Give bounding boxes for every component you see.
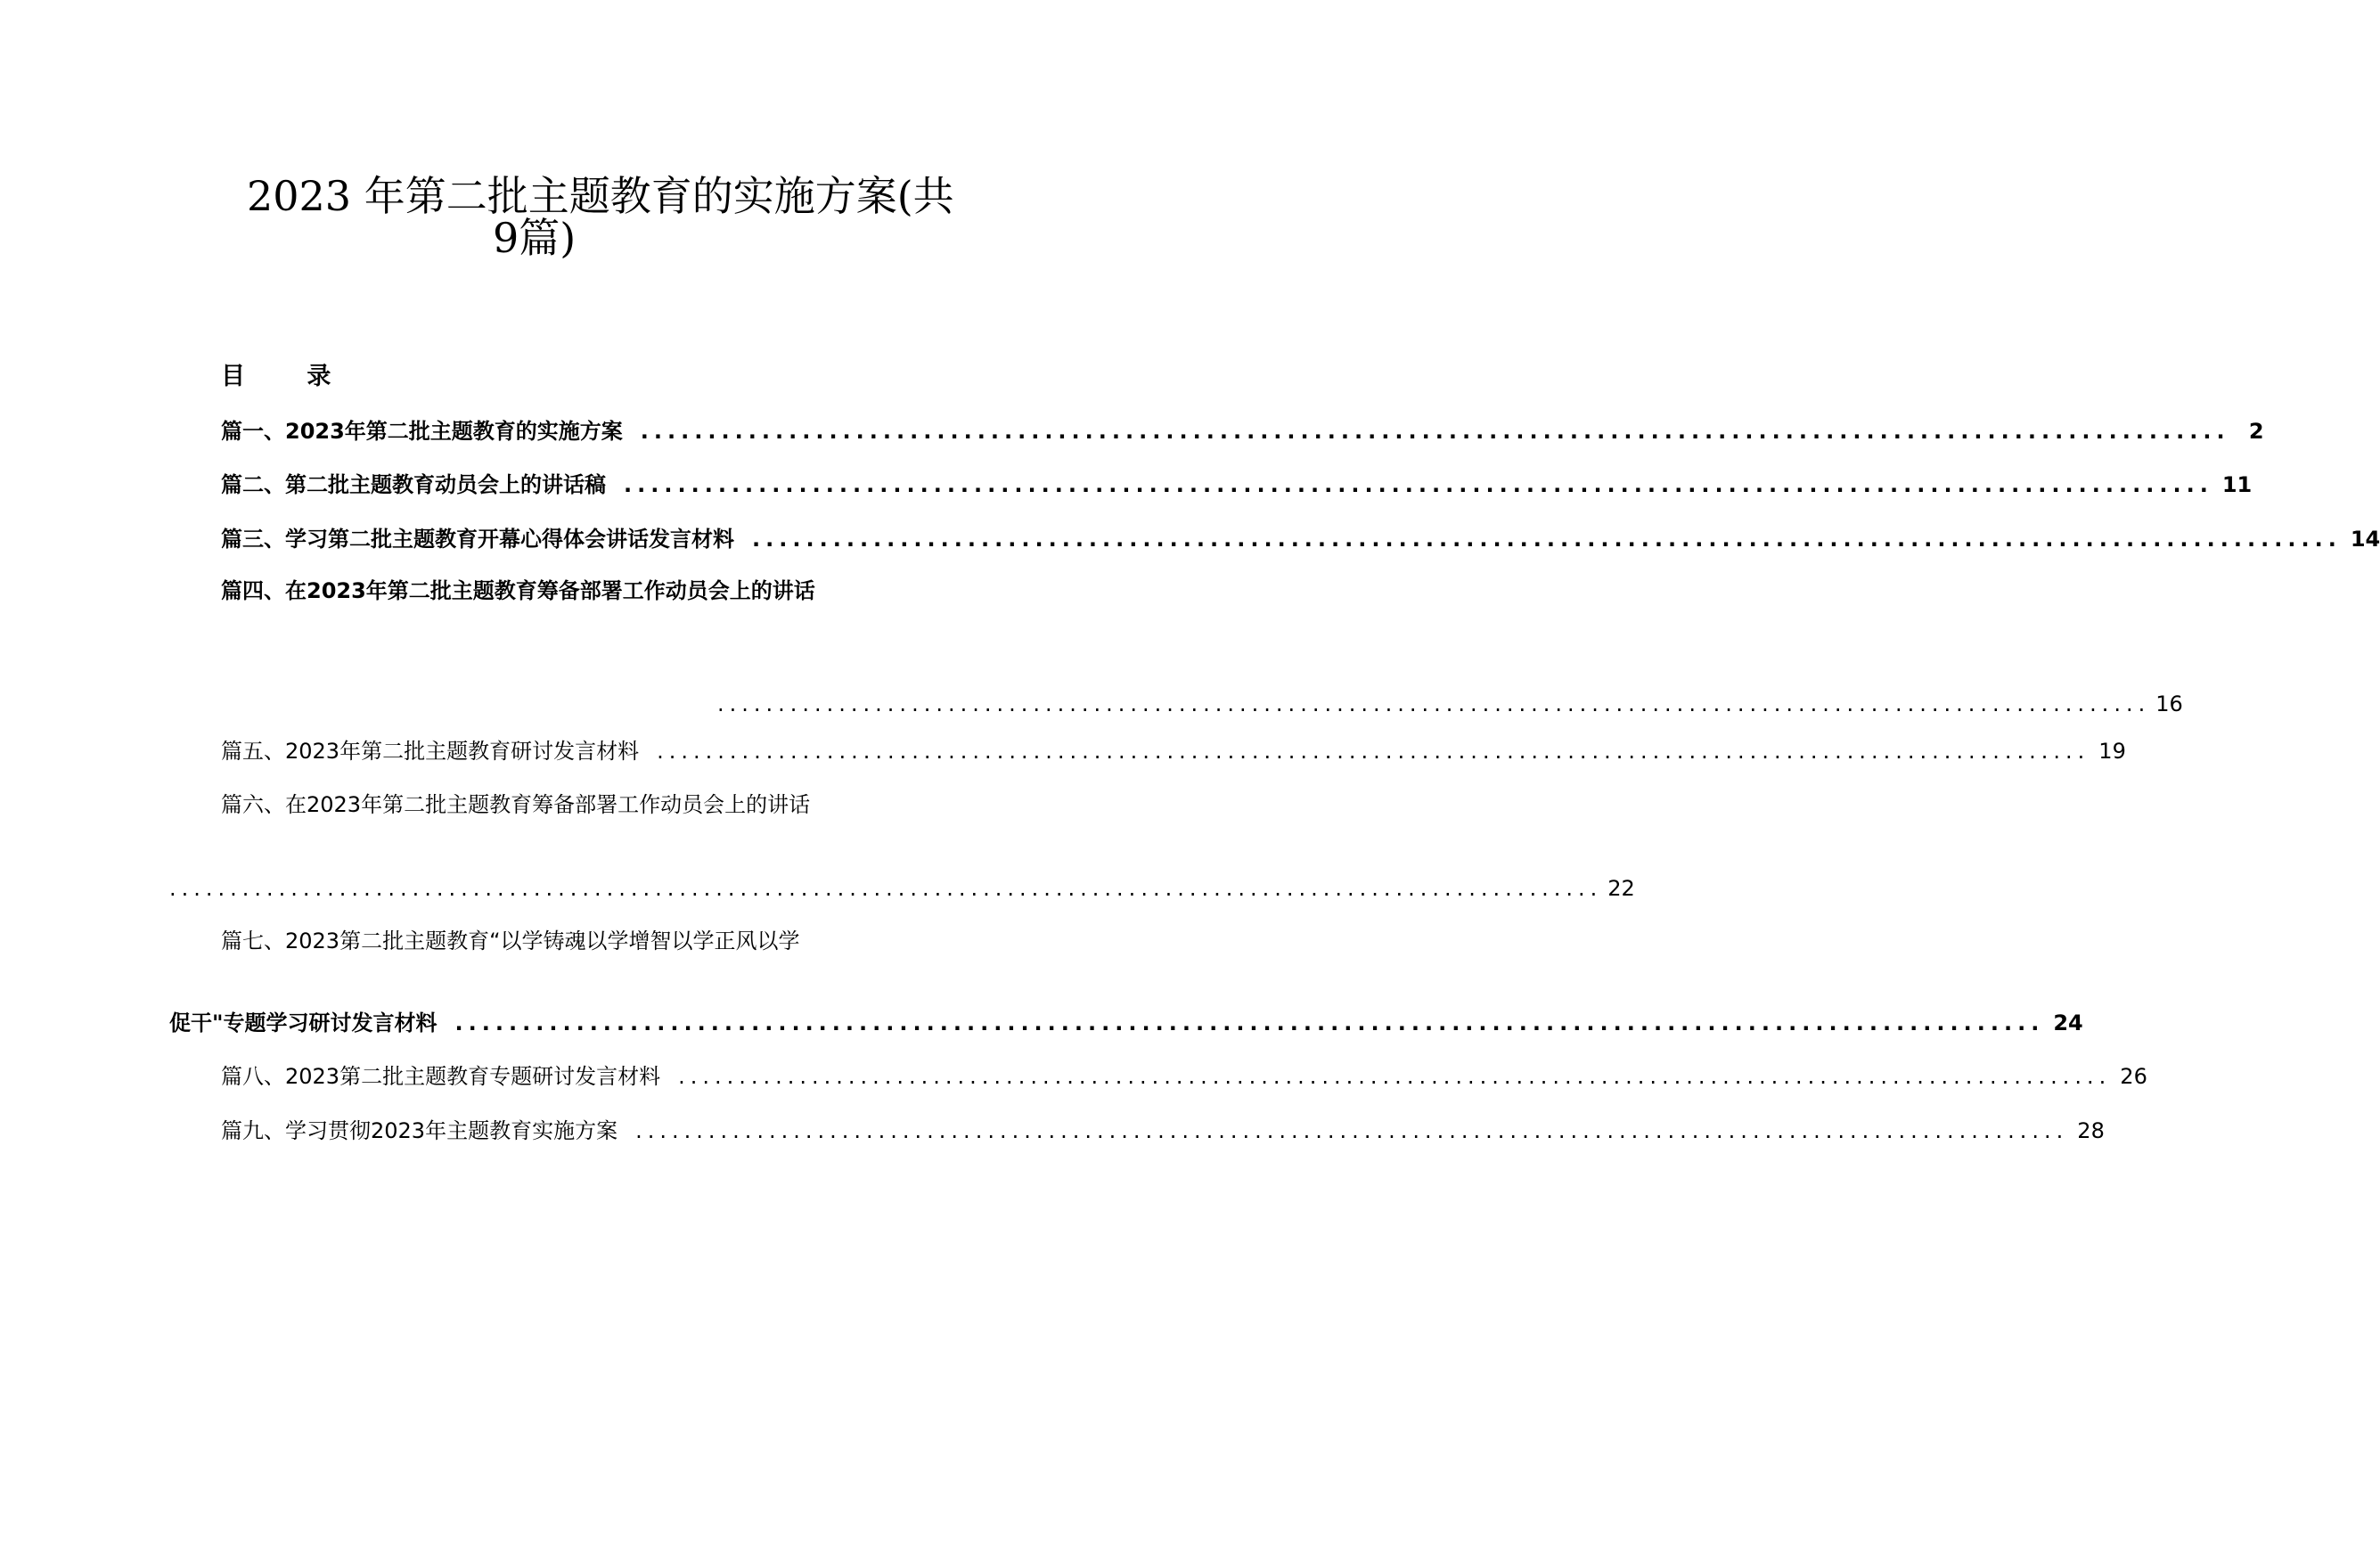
toc-entry-label: 篇七、2023第二批主题教育“以学铸魂以学增智以学正风以学 [221, 929, 800, 953]
toc-entry-4[interactable] [221, 573, 934, 609]
dot-leader: ...................................................................................................................... [657, 739, 2090, 764]
toc-entry-page: 26 [2120, 1064, 2147, 1089]
dot-leader: ...................................................................................................................... [640, 419, 2230, 444]
toc-entry-label-continuation: 促干"专题学习研讨发言材料 [169, 1011, 438, 1035]
toc-entry-page: 24 [2053, 1011, 2083, 1035]
toc-entry-label: 篇二、第二批主题教育动员会上的讲话稿 [221, 472, 606, 497]
toc-entry-9[interactable] [221, 1113, 2105, 1143]
toc-entry-8[interactable] [221, 1059, 2147, 1089]
toc-entry-page: 28 [2077, 1118, 2105, 1143]
toc-entry-7[interactable] [221, 923, 934, 959]
toc-entry-1[interactable] [221, 413, 2264, 444]
document-title-line-1: 2023 年第二批主题教育的实施方案(共 [247, 172, 954, 220]
toc-entry-label: 篇六、在2023年第二批主题教育筹备部署工作动员会上的讲话 [221, 792, 811, 817]
toc-entry-label: 篇九、学习贯彻2023年主题教育实施方案 [221, 1118, 618, 1143]
toc-entry-label: 篇一、2023年第二批主题教育的实施方案 [221, 419, 623, 444]
toc-entry-label: 篇三、学习第二批主题教育开幕心得体会讲话发言材料 [221, 527, 734, 552]
dot-leader: ...................................................................................................................... [624, 472, 2213, 497]
toc-entry-page: 19 [2098, 739, 2126, 764]
toc-entry-page: 16 [2155, 691, 2183, 716]
toc-entry-5[interactable] [221, 733, 2126, 764]
toc-entry-page: 2 [2248, 419, 2264, 444]
toc-entry-page: 11 [2221, 472, 2253, 497]
dot-leader: ...................................................................................................................... [717, 691, 2151, 716]
toc-entry-label: 篇四、在2023年第二批主题教育筹备部署工作动员会上的讲话 [221, 578, 815, 603]
toc-entry-6[interactable] [221, 787, 934, 822]
dot-leader: ...................................................................................................................... [752, 527, 2342, 552]
toc-heading: 目 录 [221, 363, 358, 390]
toc-entry-label: 篇五、2023年第二批主题教育研讨发言材料 [221, 739, 640, 764]
dot-leader: ...................................................................................................................... [635, 1118, 2069, 1143]
toc-entry-page: 22 [1607, 876, 1635, 901]
toc-entry-7-continuation[interactable] [169, 1005, 2083, 1035]
toc-entry-3[interactable] [221, 521, 2380, 552]
toc-entry-4-leader [717, 691, 2183, 722]
document-title-line-2: 9篇) [493, 214, 577, 262]
toc-entry-2[interactable] [221, 467, 2253, 497]
dot-leader: ...................................................................................................................... [454, 1011, 2045, 1035]
toc-entry-label: 篇八、2023第二批主题教育专题研讨发言材料 [221, 1064, 661, 1089]
toc-entry-page: 14 [2350, 527, 2380, 552]
dot-leader: ...................................................................................................................... [169, 876, 1603, 901]
dot-leader: ...................................................................................................................... [678, 1064, 2112, 1089]
toc-entry-6-leader [169, 876, 1635, 906]
